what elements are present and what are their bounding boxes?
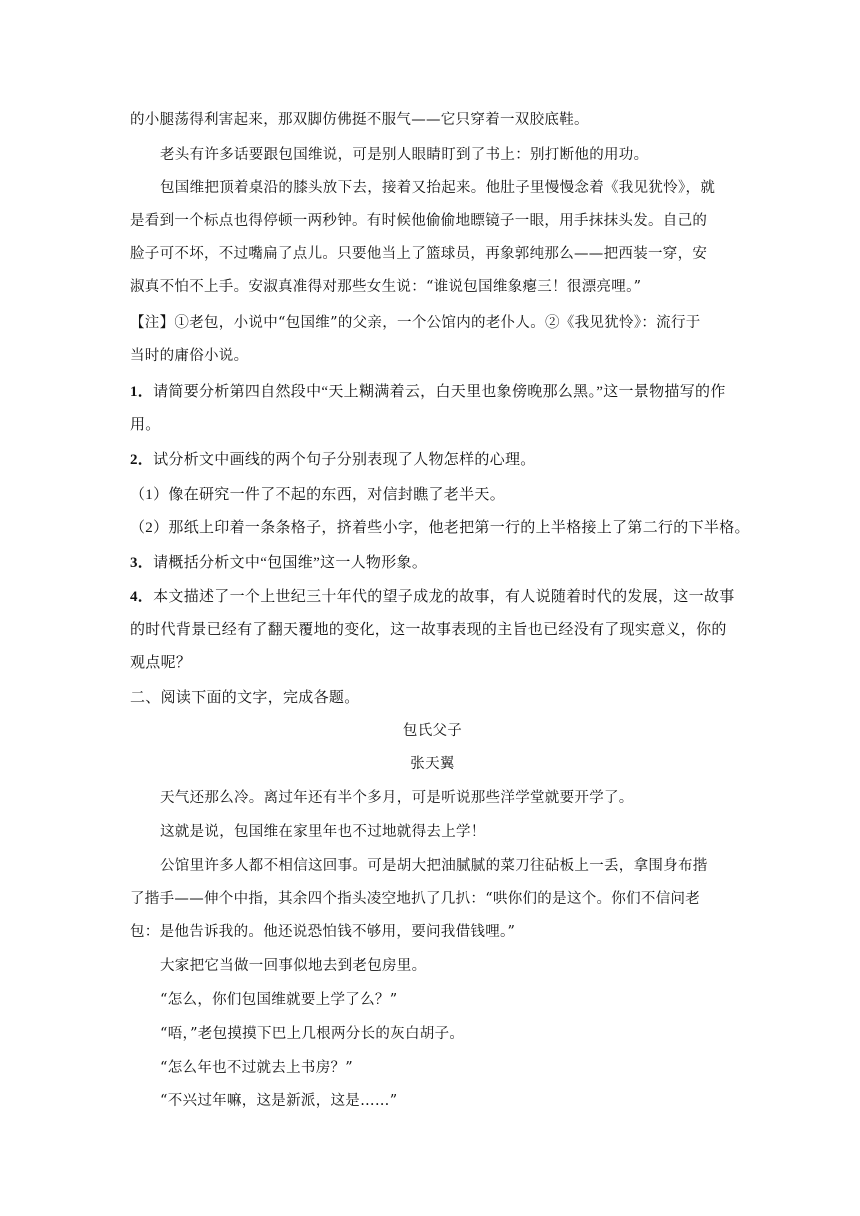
question-1-cont: 用。 [130, 417, 161, 433]
story-title: 包氏父子 [402, 723, 463, 739]
story-line: 公馆里许多人都不相信这回事。可是胡大把油腻腻的菜刀往砧板上一丢，拿围身布揩 [160, 858, 708, 874]
story-line: 淑真不怕不上手。安淑真准得对那些女生说：“谁说包国维象瘪三！很漂亮哩。” [130, 279, 642, 295]
story-line: 大家把它当做一回事似地去到老包房里。 [160, 958, 427, 974]
section-heading: 二、阅读下面的文字，完成各题。 [130, 690, 360, 706]
question-text: 请概括分析文中“包国维”这一人物形象。 [153, 555, 428, 571]
story-line: “不兴过年嘛，这是新派，这是……” [160, 1093, 398, 1109]
question-number: 2． [130, 452, 154, 468]
story-line: 老头有许多话要跟包国维说，可是别人眼睛盯到了书上：别打断他的用功。 [160, 147, 649, 163]
question-4-cont: 的时代背景已经有了翻天覆地的变化，这一故事表现的主旨也已经没有了现实意义，你的 [130, 622, 727, 638]
question-number: 1． [130, 384, 154, 400]
question-2-sub-2: （2）那纸上印着一条条格子，挤着些小字，他老把第一行的上半格接上了第二行的下半格。 [130, 520, 750, 536]
story-line: “唔，”老包摸摸下巴上几根两分长的灰白胡子。 [160, 1026, 465, 1042]
note-line: 当时的庸俗小说。 [130, 348, 249, 364]
question-text: 本文描述了一个上世纪三十年代的望子成龙的故事，有人说随着时代的发展，这一故事 [153, 589, 735, 605]
story-line: 的小腿荡得利害起来，那双脚仿佛挺不服气——它只穿着一双胶底鞋。 [130, 112, 589, 128]
question-2-sub-1: （1）像在研究一件了不起的东西，对信封瞧了老半天。 [130, 487, 506, 503]
story-line: 这就是说，包国维在家里年也不过地就得去上学！ [160, 824, 486, 840]
question-text: 请简要分析第四自然段中“天上糊满着云，白天里也象傍晚那么黑。”这一景物描写的作 [153, 384, 726, 400]
story-line: “怎么年也不过就去上书房？” [160, 1060, 354, 1076]
story-author: 张天翼 [410, 756, 455, 772]
question-1 [130, 382, 735, 402]
story-line: “怎么，你们包国维就要上学了么？” [160, 992, 398, 1008]
question-2 [130, 450, 735, 470]
story-line: 天气还那么冷。离过年还有半个多月，可是听说那些洋学堂就要开学了。 [160, 790, 634, 806]
story-line: 包：是他告诉我的。他还说恐怕钱不够用，要问我借钱哩。” [130, 924, 516, 940]
story-line: 了揩手——伸个中指，其余四个指头凌空地扒了几扒：“哄你们的是这个。你们不信问老 [130, 891, 701, 907]
question-4-cont: 观点呢？ [130, 655, 192, 671]
question-text: 试分析文中画线的两个句子分别表现了人物怎样的心理。 [153, 452, 536, 468]
note-line: 【注】①老包，小说中“包国维”的父亲，一个公馆内的老仆人。②《我见犹怜》：流行于 [130, 315, 701, 331]
question-3 [130, 553, 735, 573]
question-4 [130, 587, 735, 607]
question-number: 3． [130, 555, 154, 571]
question-number: 4． [130, 589, 154, 605]
story-line: 是看到一个标点也得停顿一两秒钟。有时候他偷偷地瞟镜子一眼，用手抹抹头发。自己的 [130, 213, 708, 229]
story-line: 脸子可不坏，不过嘴扁了点儿。只要他当上了篮球员，再象郭纯那么——把西装一穿，安 [130, 246, 708, 262]
story-line: 包国维把顶着桌沿的膝头放下去，接着又抬起来。他肚子里慢慢念着《我见犹怜》，就 [160, 180, 716, 196]
